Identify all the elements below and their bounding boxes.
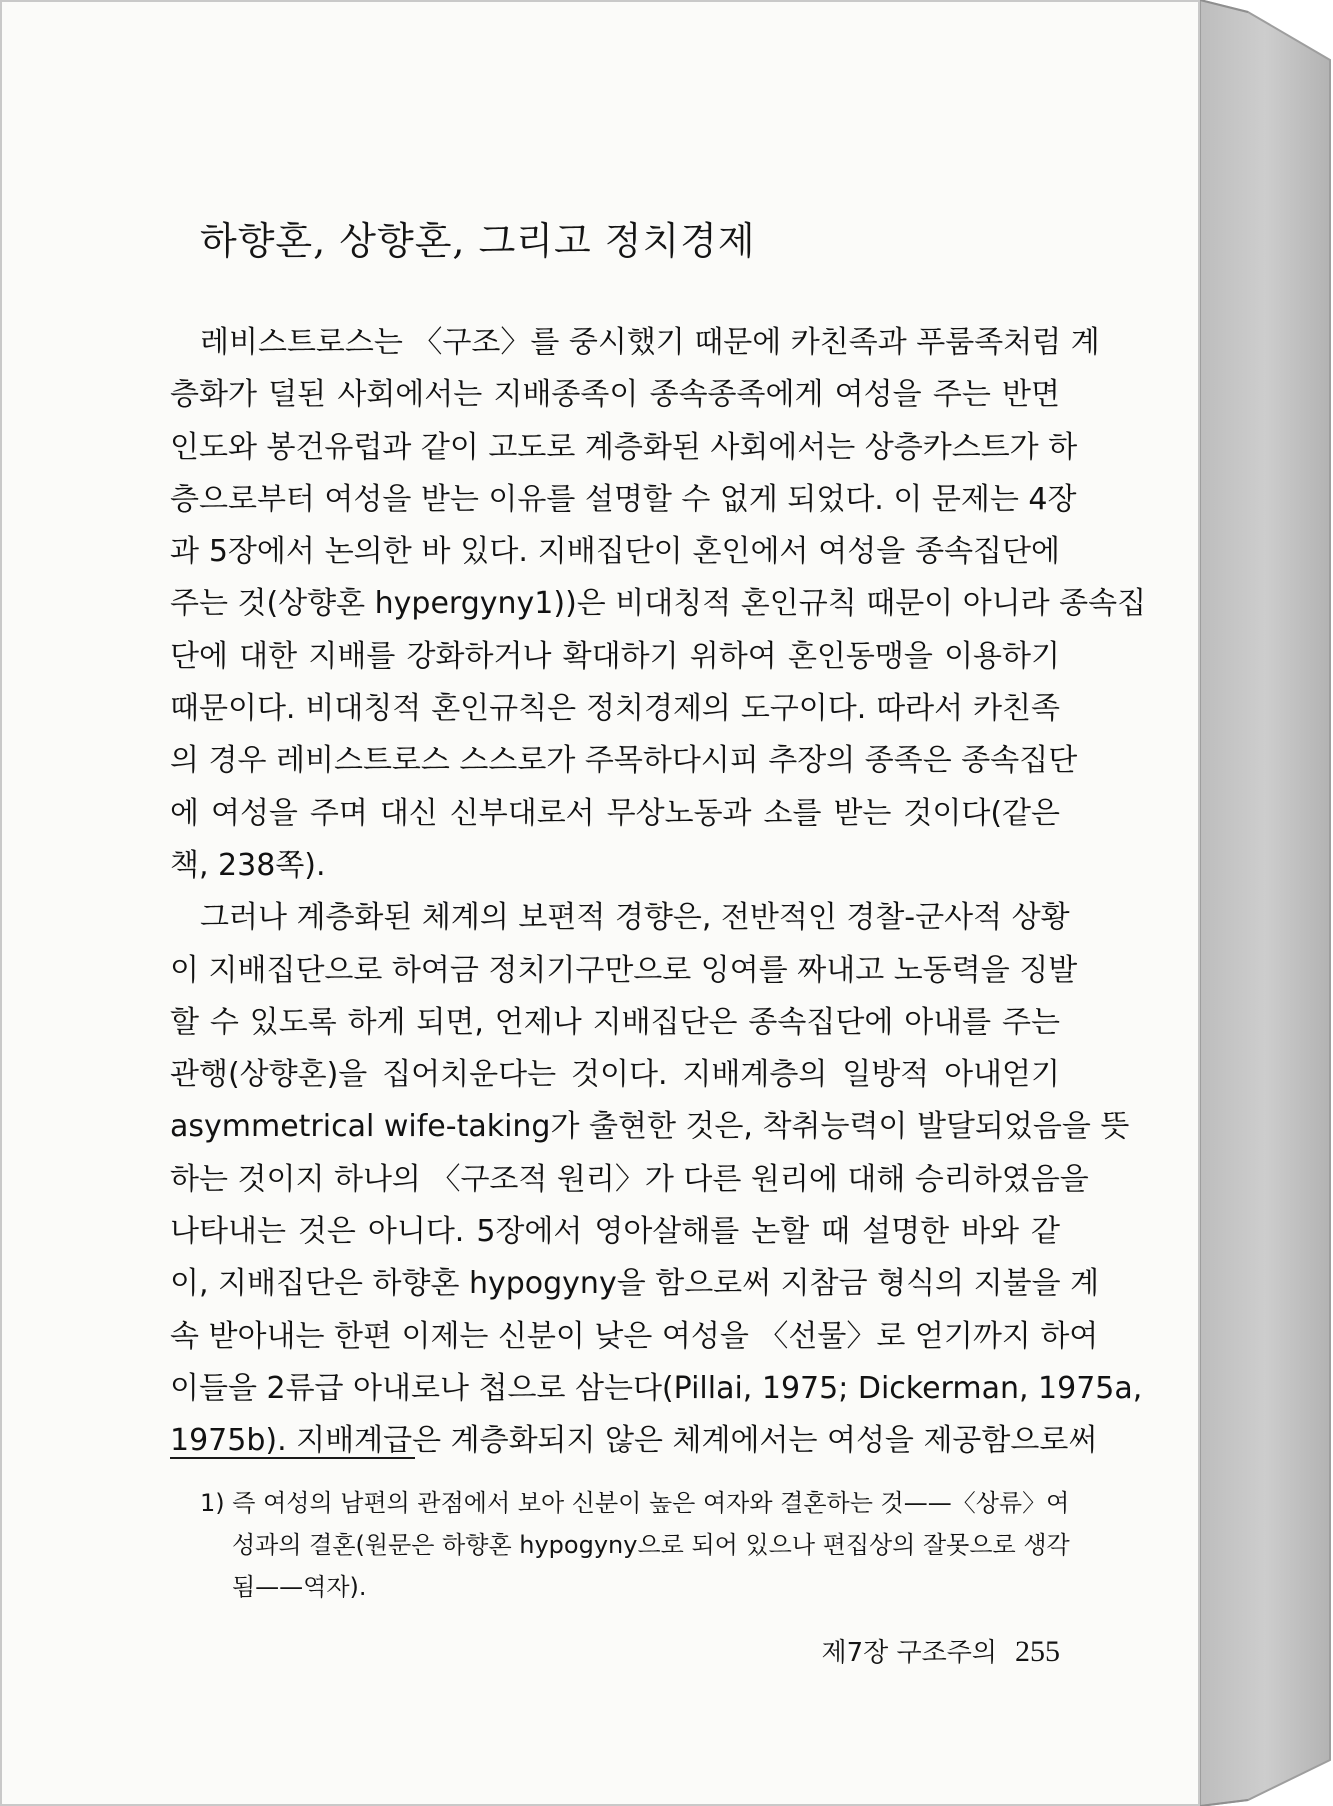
text-line: asymmetrical wife-taking가 출현한 것은, 착취능력이 발달되었음을 뜻 <box>170 1109 1130 1145</box>
text-line: 책, 238쪽). <box>170 847 326 883</box>
text-line: 이, 지배집단은 하향혼 hypogyny을 함으로써 지참금 형식의 지불을 계 <box>170 1266 1100 1302</box>
paragraph-1 <box>170 317 1147 892</box>
text-line: 속 받아내는 한편 이제는 신분이 낮은 여성을 〈선물〉로 얻기까지 하여 <box>170 1318 1099 1354</box>
text-line: 에 여성을 주며 대신 신부대로서 무상노동과 소를 받는 것이다(같은 <box>170 795 1060 831</box>
paragraph-2 <box>170 892 1143 1467</box>
page-footer <box>810 1632 1060 1669</box>
footnote-line: 됨——역자). <box>232 1573 367 1601</box>
section-heading: 하향혼, 상향혼, 그리고 정치경제 <box>200 219 756 263</box>
book-edge <box>1200 0 1333 1806</box>
text-line: 그러나 계층화된 체계의 보편적 경향은, 전반적인 경찰-군사적 상황 <box>200 900 1070 936</box>
text-line: 레비스트로스는 〈구조〉를 중시했기 때문에 카친족과 푸룸족처럼 계 <box>200 325 1100 360</box>
footnote-divider <box>170 1457 415 1459</box>
body-text <box>170 317 1147 1468</box>
text-line: 이들을 2류급 아내로나 첩으로 삼는다(Pillai, 1975; Dickerman, 1975a, <box>170 1370 1143 1406</box>
footnote-line: 1) 즉 여성의 남편의 관점에서 보아 신분이 높은 여자와 결혼하는 것——〈상류〉여 <box>200 1489 1070 1517</box>
text-line: 단에 대한 지배를 강화하거나 확대하기 위하여 혼인동맹을 이용하기 <box>170 638 1060 674</box>
page-number: 255 <box>1015 1635 1060 1668</box>
text-line: 층화가 덜된 사회에서는 지배종족이 종속종족에게 여성을 주는 반면 <box>170 377 1060 413</box>
text-line: 주는 것(상향혼 hypergyny1))은 비대칭적 혼인규칙 때문이 아니라 종속집 <box>170 586 1147 622</box>
text-line: 인도와 봉건유럽과 같이 고도로 계층화된 사회에서는 상층카스트가 하 <box>170 429 1078 465</box>
text-line: 하는 것이지 하나의 〈구조적 원리〉가 다른 원리에 대해 승리하였음을 <box>170 1161 1089 1197</box>
footnote <box>200 1482 1070 1608</box>
text-line: 층으로부터 여성을 받는 이유를 설명할 수 없게 되었다. 이 문제는 4장 <box>170 481 1077 517</box>
text-line: 과 5장에서 논의한 바 있다. 지배집단이 혼인에서 여성을 종속집단에 <box>170 534 1060 570</box>
text-line: 할 수 있도록 하게 되면, 언제나 지배집단은 종속집단에 아내를 주는 <box>170 1004 1060 1040</box>
text-line: 때문이다. 비대칭적 혼인규칙은 정치경제의 도구이다. 따라서 카친족 <box>170 691 1060 727</box>
text-line: 나타내는 것은 아니다. 5장에서 영아살해를 논할 때 설명한 바와 같 <box>170 1214 1060 1250</box>
chapter-title: 제7장 구조주의 <box>821 1638 997 1668</box>
footnote-line: 성과의 결혼(원문은 하향혼 hypogyny으로 되어 있으나 편집상의 잘못으로 생각 <box>232 1531 1070 1559</box>
text-line: 의 경우 레비스트로스 스스로가 주목하다시피 추장의 종족은 종속집단 <box>170 743 1078 779</box>
text-line: 이 지배집단으로 하여금 정치기구만으로 잉여를 짜내고 노동력을 징발 <box>170 952 1078 988</box>
text-line: 관행(상향혼)을 집어치운다는 것이다. 지배계층의 일방적 아내얻기 <box>170 1057 1060 1093</box>
text-line: 1975b). 지배계급은 계층화되지 않은 체계에서는 여성을 제공함으로써 <box>170 1423 1098 1459</box>
